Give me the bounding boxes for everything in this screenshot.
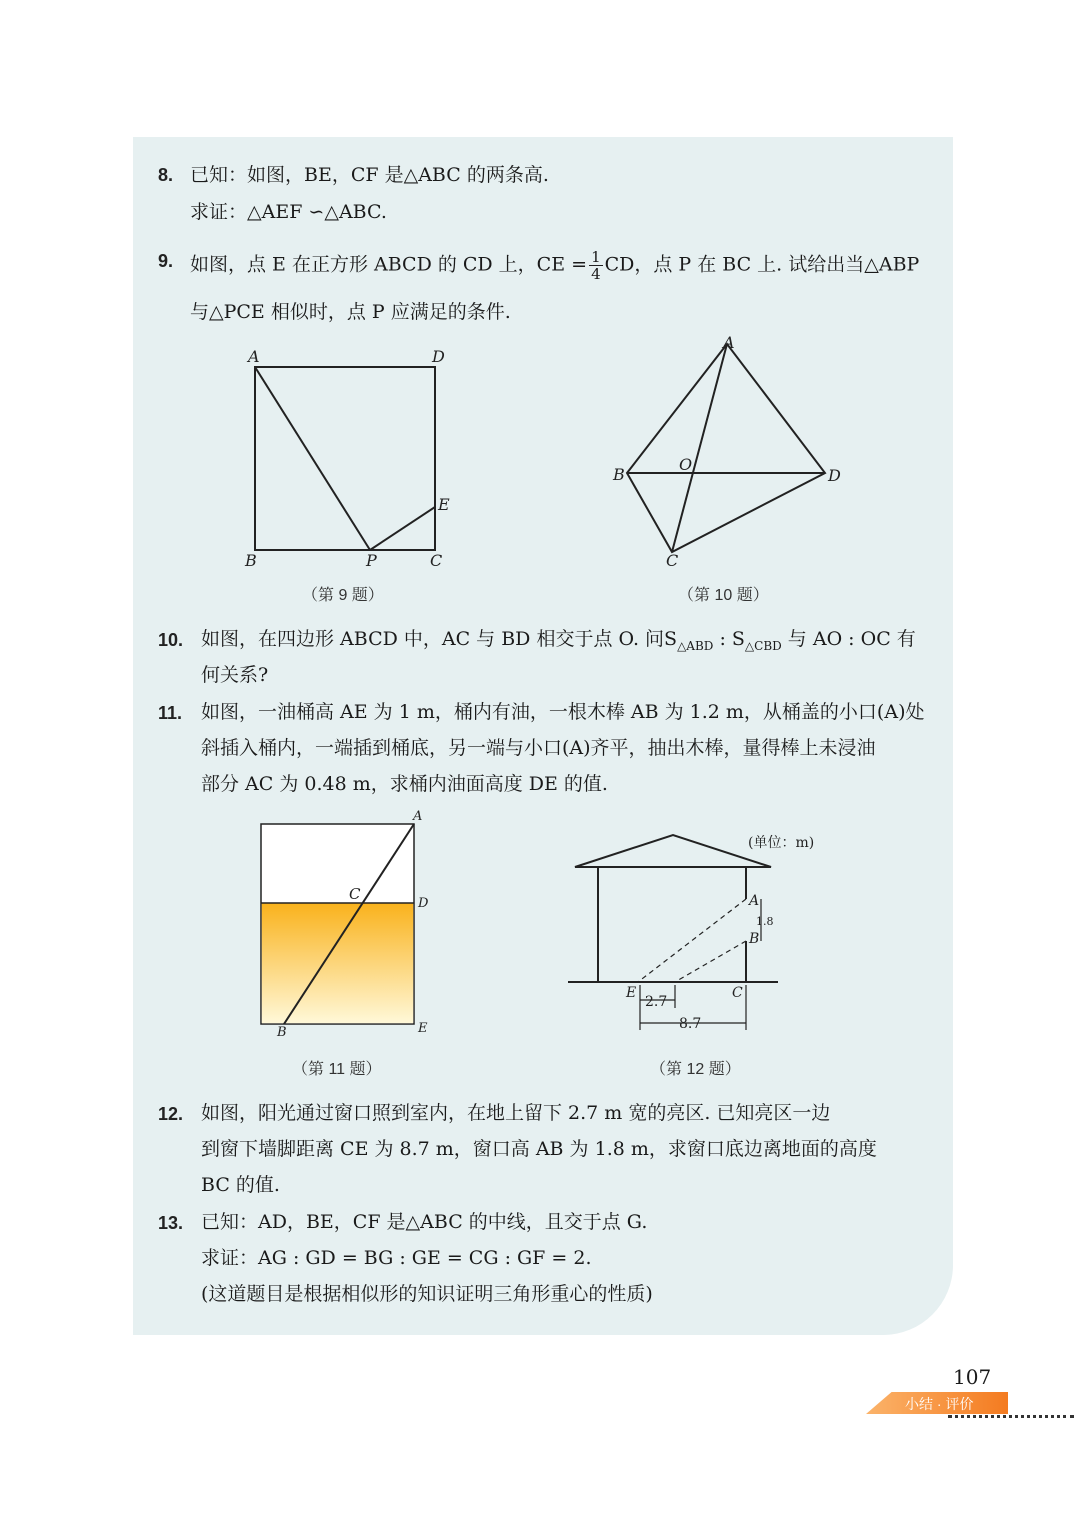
q10-line1 [201, 627, 916, 658]
label-b: B [749, 931, 760, 947]
q11-number: 11. [158, 703, 183, 723]
section-tag-label: 小结 · 评价 [905, 1396, 974, 1412]
q12-number: 12. [158, 1104, 184, 1124]
diagonal-ac [672, 344, 727, 552]
sun-ray-top [638, 899, 746, 982]
figure-10-quadrilateral [605, 330, 855, 570]
q12-line3: BC 的值. [201, 1174, 280, 1196]
label-c: C [732, 985, 743, 1001]
figure-11-oil-barrel [250, 808, 440, 1038]
figure-12-window-sunlight [565, 825, 825, 1040]
q11-line2: 斜插入桶内，一端插到桶底，另一端与小口(A)齐平，抽出木棒，量得棒上未浸油 [201, 737, 876, 759]
page-number: 107 [953, 1365, 992, 1389]
footer-dotted-rule [948, 1415, 1074, 1418]
label-a: A [749, 893, 760, 909]
segment-pe [370, 507, 435, 550]
q8-line1: 已知：如图，BE，CF 是△ABC 的两条高. [190, 164, 549, 186]
q10-line2: 何关系? [201, 664, 269, 686]
q13-line3: (这道题目是根据相似形的知识证明三角形重心的性质) [201, 1283, 653, 1305]
label-d: D [418, 896, 429, 911]
length-ce-label: 8.7 [679, 1016, 702, 1032]
q13-number: 13. [158, 1213, 184, 1233]
q9-line1 [190, 249, 919, 282]
figure-9-caption: （第 9 题） [302, 587, 384, 604]
label-c: C [349, 885, 361, 903]
q13-line1: 已知：AD，BE，CF 是△ABC 的中线，且交于点 G. [201, 1211, 648, 1233]
label-b: B [245, 551, 257, 570]
label-p: P [366, 551, 377, 570]
q10-line1-b: : S [713, 628, 745, 650]
label-e: E [418, 1021, 428, 1036]
square-abcd [255, 367, 435, 550]
q9-line1-b: CD，点 P 在 BC 上. 试给出当△ABP [604, 253, 920, 276]
label-a: A [723, 333, 735, 352]
label-c: C [430, 551, 443, 570]
q9-number: 9. [158, 251, 174, 271]
label-o: O [679, 455, 693, 474]
segment-ap [255, 367, 370, 550]
roof [575, 835, 771, 867]
sun-ray-bottom [675, 941, 746, 982]
oil-fill [262, 903, 413, 1023]
length-bright-label: 2.7 [645, 994, 668, 1010]
label-d: D [828, 466, 841, 485]
q10-line1-c: 与 AO : OC 有 [781, 628, 916, 650]
q8-line2: 求证：△AEF ∽△ABC. [190, 201, 387, 223]
q10-sub1: △ABD [677, 638, 714, 653]
q11-line3: 部分 AC 为 0.48 m，求桶内油面高度 DE 的值. [201, 773, 608, 795]
q9-line1-a: 如图，点 E 在正方形 ABCD 的 CD 上，CE = [190, 253, 588, 276]
q9-line2: 与△PCE 相似时，点 P 应满足的条件. [190, 301, 511, 323]
q13-line2: 求证：AG : GD = BG : GE = CG : GF = 2. [201, 1247, 592, 1269]
label-c: C [666, 551, 679, 570]
q9-fraction [589, 249, 603, 282]
label-b: B [277, 1025, 287, 1038]
quadrilateral-abcd [627, 344, 825, 552]
q12-line1: 如图，阳光通过窗口照到室内，在地上留下 2.7 m 宽的亮区. 已知亮区一边 [201, 1102, 831, 1124]
figure-11-caption: （第 11 题） [292, 1061, 382, 1078]
label-e: E [438, 495, 450, 514]
q12-line2: 到窗下墙脚距离 CE 为 8.7 m，窗口高 AB 为 1.8 m，求窗口底边离地面的高度 [201, 1138, 877, 1160]
label-d: D [432, 347, 445, 366]
figure-9-square [240, 345, 460, 575]
q10-number: 10. [158, 630, 184, 650]
label-e: E [626, 985, 637, 1001]
q9-frac-den: 4 [591, 265, 601, 283]
q9-frac-num: 1 [591, 248, 601, 266]
length-ab-label: 1.8 [756, 915, 774, 928]
q10-sub2: △CBD [744, 638, 782, 653]
q8-number: 8. [158, 165, 174, 185]
figure-12-caption: （第 12 题） [650, 1061, 741, 1078]
label-a: A [413, 809, 423, 824]
figure-10-caption: （第 10 题） [678, 587, 769, 604]
unit-label: (单位：m) [748, 835, 815, 851]
label-a: A [248, 347, 260, 366]
q10-line1-a: 如图，在四边形 ABCD 中，AC 与 BD 相交于点 O. 问S [201, 628, 678, 650]
label-b: B [613, 465, 625, 484]
q11-line1: 如图，一油桶高 AE 为 1 m，桶内有油，一根木棒 AB 为 1.2 m，从桶盖的小口(A)处 [201, 701, 925, 723]
